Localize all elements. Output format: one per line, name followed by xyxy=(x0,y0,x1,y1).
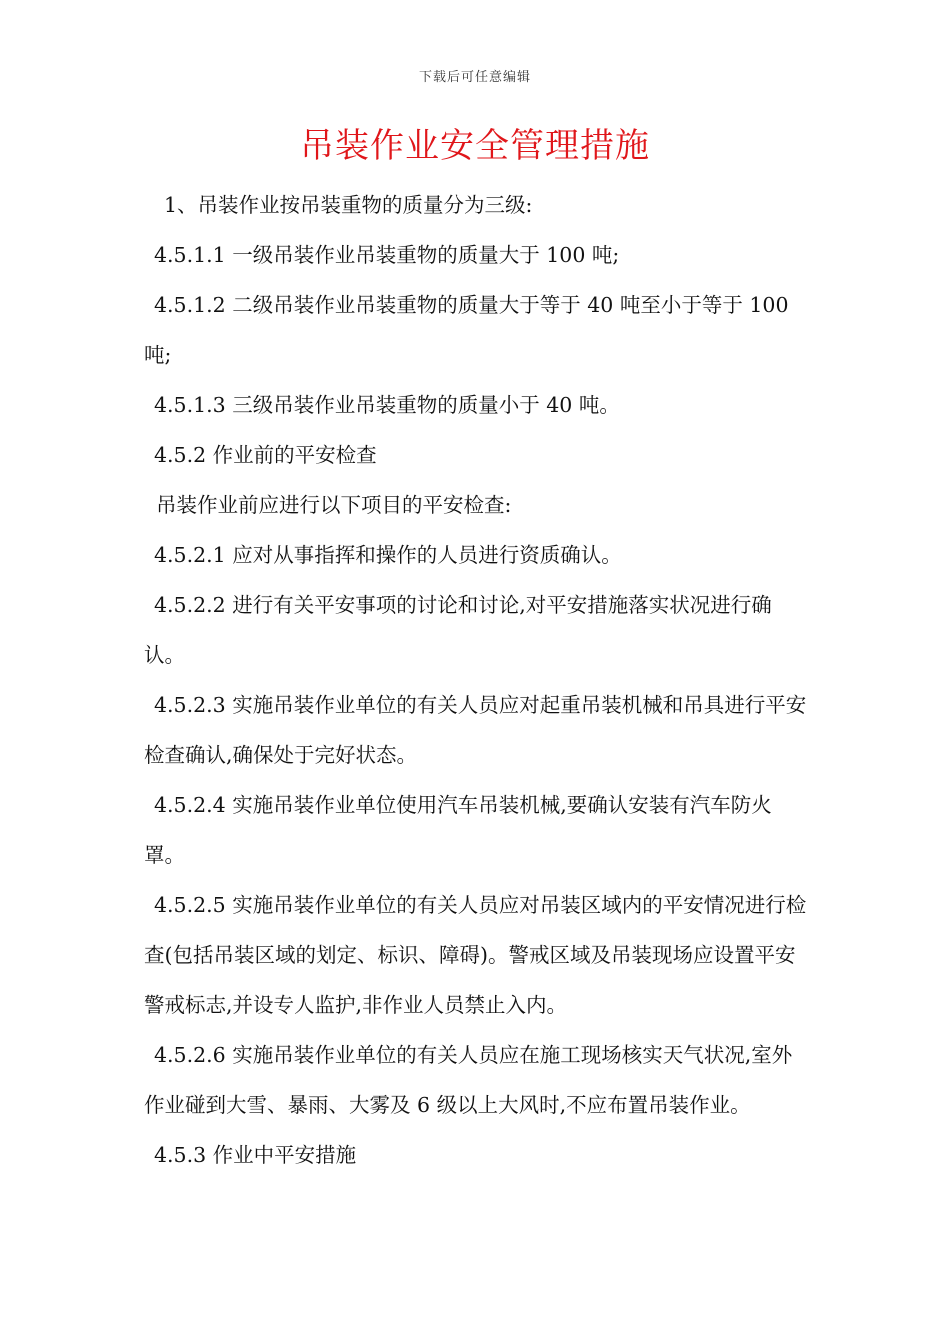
section-heading-4-5-3: 4.5.3 作业中平安措施 xyxy=(154,1143,357,1167)
paragraph-4-5-2-2: 4.5.2.2 进行有关平安事项的讨论和讨论,对平安措施落实状况进行确认。 xyxy=(144,593,772,667)
header-note: 下载后可任意编辑 xyxy=(418,70,531,85)
paragraph-4-5-1-3: 4.5.1.3 三级吊装作业吊装重物的质量小于 40 吨。 xyxy=(154,393,620,417)
paragraph-4-5-2-1: 4.5.2.1 应对从事指挥和操作的人员进行资质确认。 xyxy=(154,543,622,567)
paragraph-4-5-1-1: 4.5.1.1 一级吊装作业吊装重物的质量大于 100 吨; xyxy=(154,243,620,267)
paragraph-pre-check-intro: 吊装作业前应进行以下项目的平安检查: xyxy=(156,493,512,517)
paragraph-4-5-2-5: 4.5.2.5 实施吊装作业单位的有关人员应对吊装区域内的平安情况进行检查(包括吊装区域的划定、标识、障碍)。警戒区域及吊装现场应设置平安警戒标志,并设专人监护,非作业人员禁止入内。 xyxy=(144,893,807,1017)
paragraph-4-5-1-2: 4.5.1.2 二级吊装作业吊装重物的质量大于等于 40 吨至小于等于 100 吨; xyxy=(144,293,789,367)
paragraph-4-5-2-6: 4.5.2.6 实施吊装作业单位的有关人员应在施工现场核实天气状况,室外作业碰到大雪、暴雨、大雾及 6 级以上大风时,不应布置吊装作业。 xyxy=(144,1043,793,1117)
paragraph-4-5-2-3: 4.5.2.3 实施吊装作业单位的有关人员应对起重吊装机械和吊具进行平安检查确认,确保处于完好状态。 xyxy=(144,693,807,767)
document-title: 吊装作业安全管理措施 xyxy=(300,126,650,166)
paragraph-crane-levels: 1、吊装作业按吊装重物的质量分为三级: xyxy=(164,193,533,217)
document-body xyxy=(144,180,808,1180)
paragraph-4-5-2-4: 4.5.2.4 实施吊装作业单位使用汽车吊装机械,要确认安装有汽车防火罩。 xyxy=(144,793,772,867)
section-heading-4-5-2: 4.5.2 作业前的平安检查 xyxy=(154,443,377,467)
